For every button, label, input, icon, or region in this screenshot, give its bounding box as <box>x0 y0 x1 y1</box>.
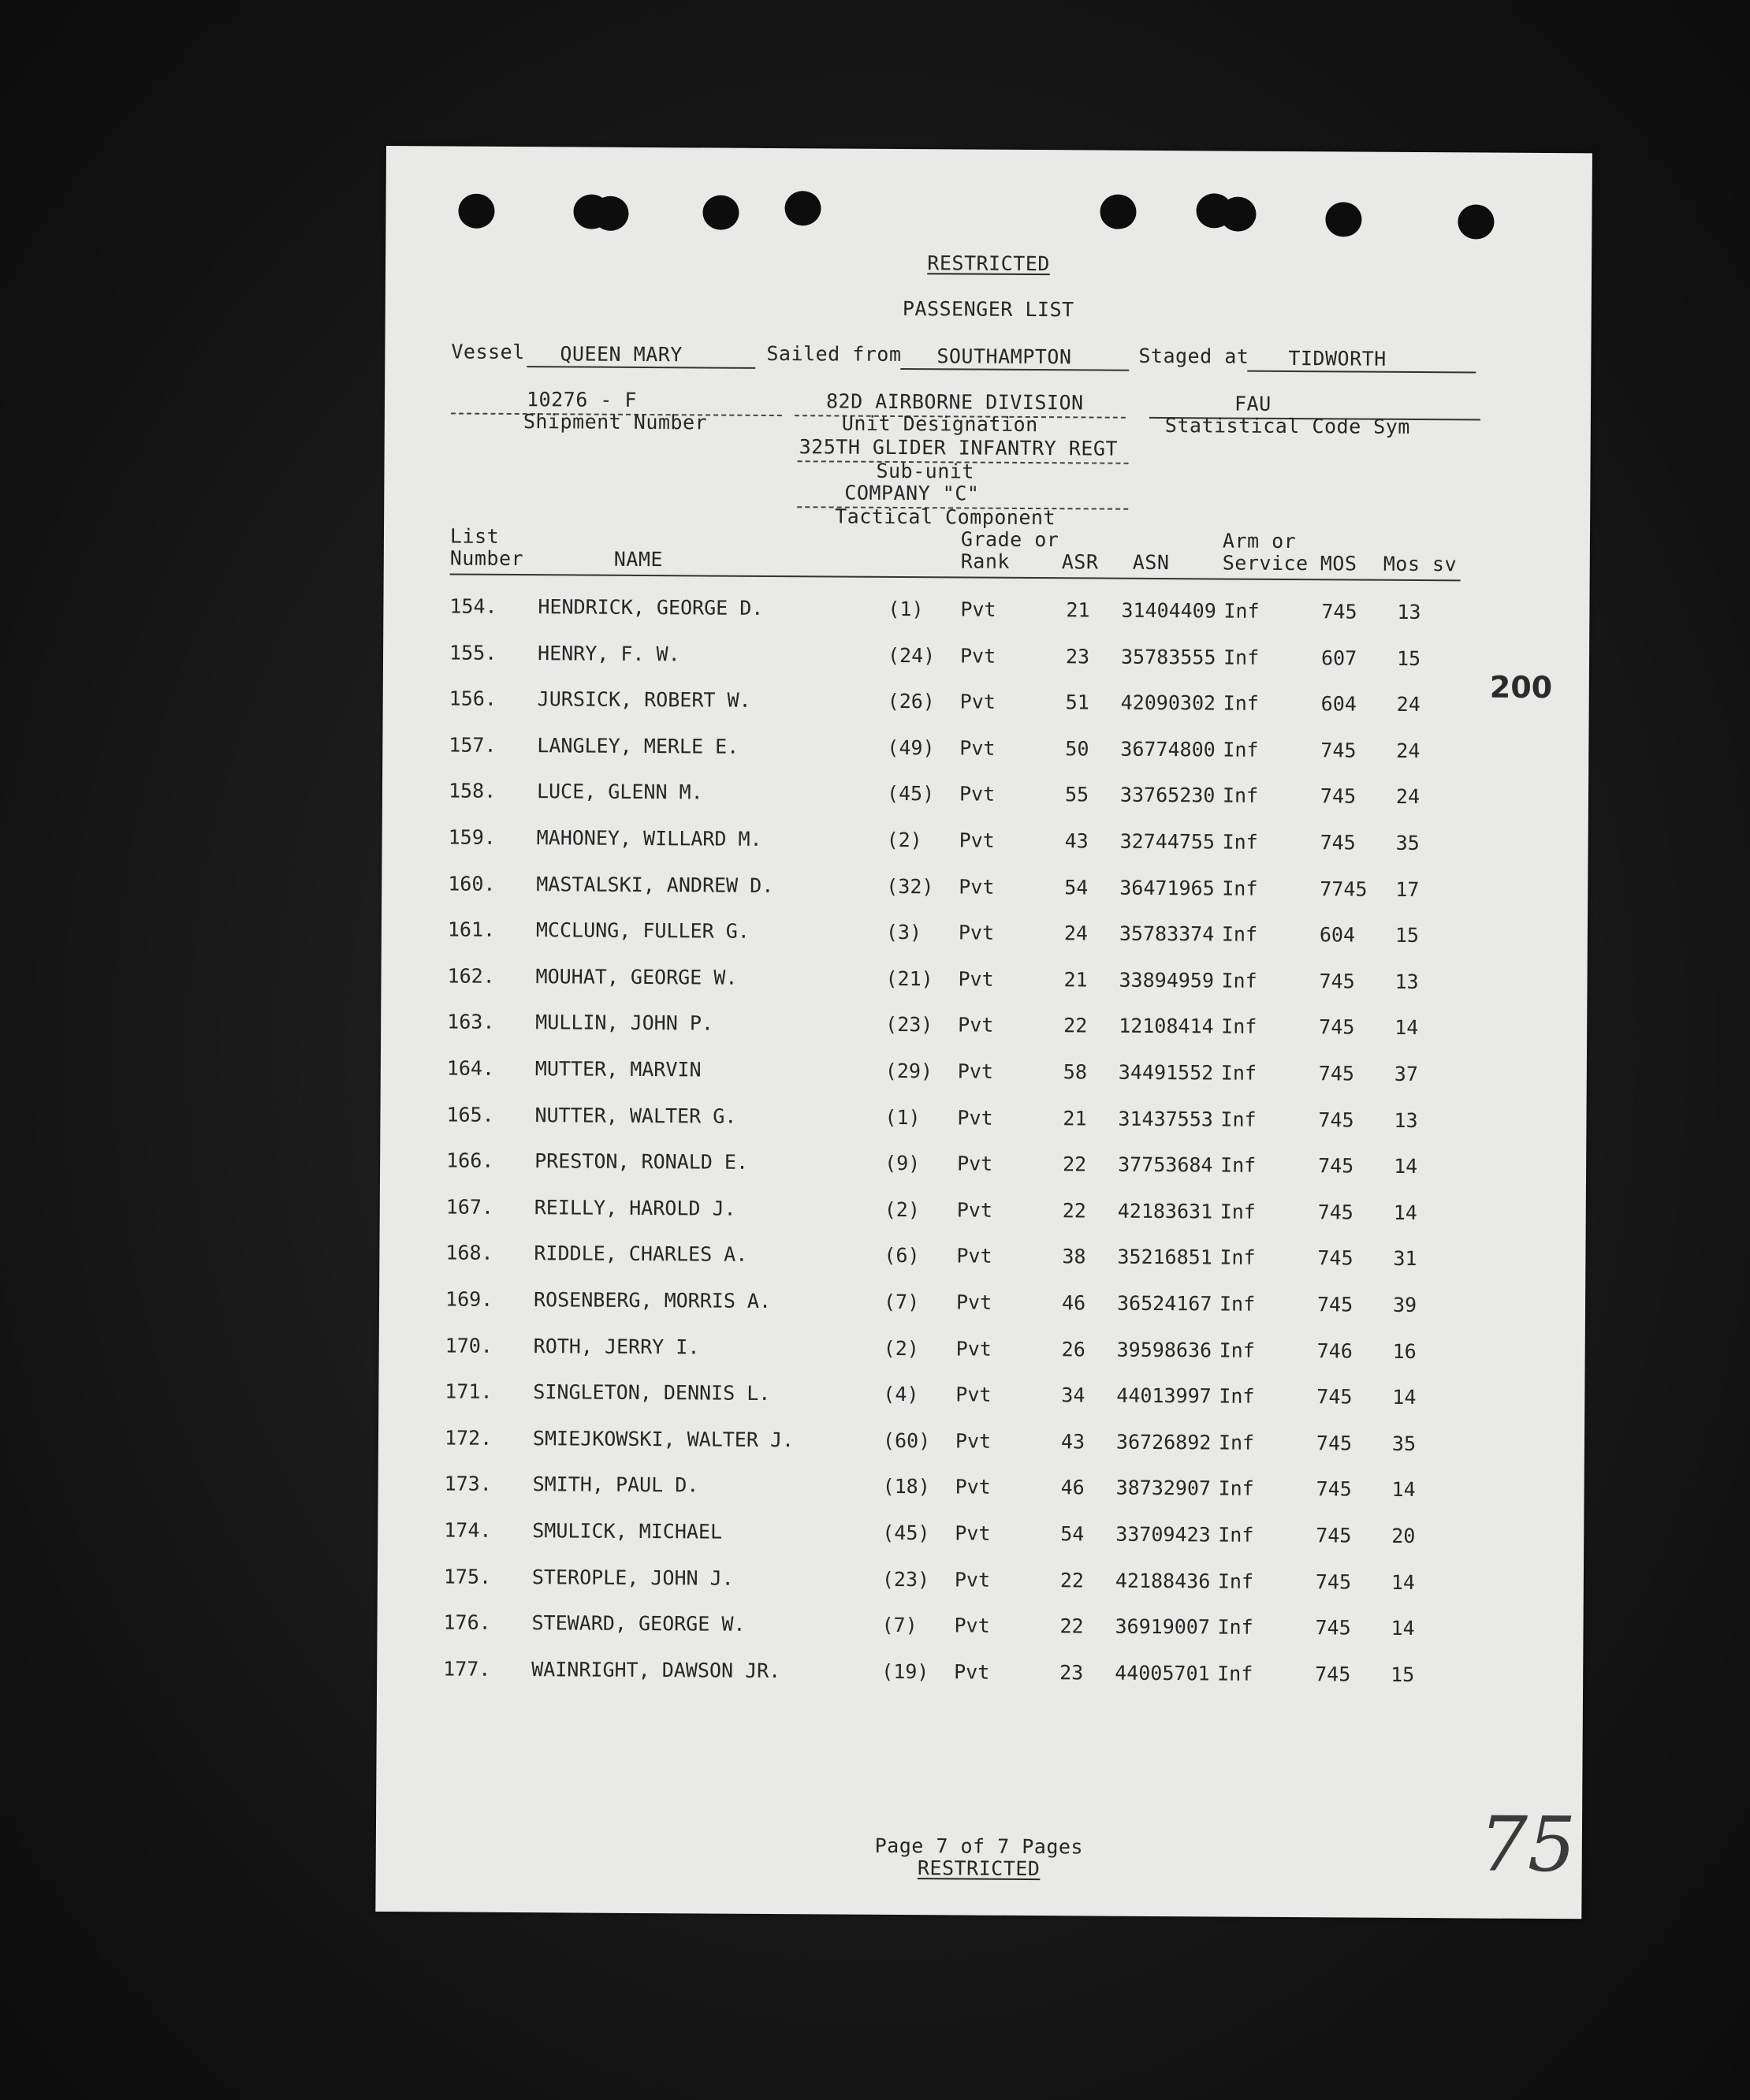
code-number: (2) <box>884 1197 921 1221</box>
arm-service: Inf <box>1221 969 1257 992</box>
arm-service: Inf <box>1218 1431 1255 1454</box>
mos-value: 745 <box>1320 831 1356 855</box>
asn-value: 36471965 <box>1119 876 1215 900</box>
col-asr: ASR <box>1061 550 1099 574</box>
mos-value: 745 <box>1318 1154 1354 1178</box>
mos-sv-value: 17 <box>1395 877 1420 901</box>
asr-value: 21 <box>1063 968 1088 992</box>
asn-value: 35783374 <box>1119 922 1215 946</box>
mos-sv-value: 31 <box>1393 1247 1417 1271</box>
passenger-name: ROSENBERG, MORRIS A. <box>533 1288 772 1313</box>
grade-rank: Pvt <box>955 1290 992 1314</box>
asn-value: 35216851 <box>1117 1245 1212 1269</box>
arm-service: Inf <box>1221 1015 1257 1039</box>
code-number: (4) <box>883 1383 919 1406</box>
unit-designation: 82D AIRBORNE DIVISION <box>825 389 1084 415</box>
list-number: 171. <box>445 1380 493 1404</box>
mos-sv-value: 14 <box>1391 1478 1416 1502</box>
asr-value: 34 <box>1061 1383 1085 1407</box>
tactical-component: COMPANY "C" <box>844 481 980 505</box>
grade-rank: Pvt <box>958 921 995 944</box>
mos-sv-value: 24 <box>1396 739 1420 762</box>
mos-value: 745 <box>1315 1616 1351 1640</box>
asn-value: 42090302 <box>1120 691 1216 715</box>
vessel-value: QUEEN MARY <box>560 342 683 367</box>
mos-sv-value: 39 <box>1392 1293 1417 1317</box>
passenger-name: LUCE, GLENN M. <box>536 780 703 804</box>
asn-value: 36774800 <box>1120 737 1216 761</box>
passenger-name: STEWARD, GEORGE W. <box>531 1611 746 1636</box>
table-row <box>380 1193 1484 1228</box>
asr-value: 26 <box>1061 1337 1085 1361</box>
col-arm-2: Service <box>1222 551 1309 575</box>
asr-value: 43 <box>1064 829 1089 853</box>
shipment-number-label: Shipment Number <box>523 410 708 434</box>
mos-value: 745 <box>1318 1108 1354 1132</box>
shipment-number: 10276 - F <box>526 388 638 411</box>
mos-sv-value: 14 <box>1394 1155 1418 1178</box>
table-row <box>378 1424 1482 1459</box>
asr-value: 43 <box>1060 1430 1085 1454</box>
asn-value: 44005701 <box>1115 1661 1210 1685</box>
arm-service: Inf <box>1220 1108 1257 1131</box>
grade-rank: Pvt <box>959 736 996 760</box>
grade-rank: Pvt <box>959 690 996 713</box>
mos-sv-value: 15 <box>1394 924 1420 948</box>
list-number: 155. <box>449 641 497 665</box>
grade-rank: Pvt <box>958 1013 994 1037</box>
sub-unit-label: Sub-unit <box>876 459 975 483</box>
passenger-name: HENDRICK, GEORGE D. <box>538 595 764 620</box>
table-row <box>378 1516 1481 1551</box>
mos-sv-value: 13 <box>1394 970 1419 993</box>
asr-value: 23 <box>1065 644 1090 668</box>
asr-value: 22 <box>1059 1568 1085 1592</box>
code-number: (3) <box>885 921 922 944</box>
table-row <box>382 915 1485 951</box>
grade-rank: Pvt <box>954 1568 991 1592</box>
passenger-name: LANGLEY, MERLE E. <box>537 733 739 758</box>
code-number: (23) <box>885 1013 933 1037</box>
passenger-name: MULLIN, JOHN P. <box>535 1011 714 1035</box>
list-number: 176. <box>443 1610 491 1635</box>
asr-value: 55 <box>1064 783 1089 806</box>
table-row <box>379 1238 1483 1274</box>
code-number: (2) <box>886 828 922 852</box>
arm-service: Inf <box>1217 1662 1253 1685</box>
list-number: 166. <box>446 1149 494 1173</box>
code-number: (60) <box>882 1428 931 1453</box>
passenger-name: JURSICK, ROBERT W. <box>537 687 751 713</box>
table-row <box>379 1331 1483 1367</box>
margin-page-number: 200 <box>1489 669 1553 706</box>
asr-value: 21 <box>1066 598 1090 622</box>
asr-value: 46 <box>1061 1291 1086 1315</box>
code-number: (1) <box>888 597 924 621</box>
grade-rank: Pvt <box>959 875 995 899</box>
mos-value: 604 <box>1320 692 1357 716</box>
staged-at-label: Staged at <box>1138 344 1249 368</box>
arm-service: Inf <box>1222 877 1258 900</box>
asn-value: 32744755 <box>1119 829 1216 854</box>
mos-value: 745 <box>1317 1246 1353 1270</box>
code-number: (1) <box>884 1105 921 1129</box>
mos-sv-value: 14 <box>1391 1617 1415 1640</box>
code-number: (32) <box>886 874 934 898</box>
list-number: 177. <box>443 1657 491 1681</box>
arm-service: Inf <box>1221 922 1258 946</box>
passenger-name: STEROPLE, JOHN J. <box>531 1565 734 1590</box>
asn-value: 33709423 <box>1115 1522 1211 1547</box>
statistical-code-label: Statistical Code Sym <box>1164 414 1410 438</box>
mos-sv-value: 14 <box>1392 1386 1417 1409</box>
asn-value: 37753684 <box>1118 1152 1213 1177</box>
arm-service: Inf <box>1218 1476 1254 1501</box>
code-number: (26) <box>887 690 936 713</box>
asn-value: 33894959 <box>1119 968 1215 992</box>
asr-value: 58 <box>1063 1060 1088 1084</box>
code-number: (2) <box>883 1336 919 1360</box>
mos-value: 745 <box>1315 1662 1351 1686</box>
table-row <box>377 1608 1480 1644</box>
arm-service: Inf <box>1217 1615 1253 1639</box>
list-number: 165. <box>446 1103 494 1126</box>
asr-value: 22 <box>1059 1614 1084 1638</box>
mos-value: 745 <box>1316 1385 1353 1409</box>
passenger-name: RIDDLE, CHARLES A. <box>534 1242 748 1267</box>
table-row <box>381 1007 1484 1043</box>
code-number: (45) <box>882 1521 930 1545</box>
grade-rank: Pvt <box>956 1198 993 1222</box>
table-row <box>382 731 1486 766</box>
grade-rank: Pvt <box>955 1521 991 1545</box>
asn-value: 42188436 <box>1115 1569 1211 1593</box>
table-row <box>380 1100 1484 1136</box>
grade-rank: Pvt <box>957 1106 993 1130</box>
grade-rank: Pvt <box>955 1475 991 1499</box>
mos-value: 604 <box>1319 923 1356 947</box>
mos-value: 745 <box>1317 1201 1354 1224</box>
table-row <box>382 776 1486 812</box>
grade-rank: Pvt <box>959 782 996 806</box>
arm-service: Inf <box>1217 1569 1254 1593</box>
mos-value: 745 <box>1320 784 1357 808</box>
table-row <box>381 1054 1484 1089</box>
list-number: 163. <box>447 1010 495 1034</box>
list-number: 168. <box>445 1241 493 1265</box>
passenger-name: WAINRIGHT, DAWSON JR. <box>531 1657 781 1682</box>
asn-value: 38732907 <box>1115 1476 1212 1500</box>
list-number: 174. <box>444 1518 492 1542</box>
list-number: 162. <box>447 964 495 988</box>
mos-value: 745 <box>1316 1477 1352 1501</box>
col-grade-1: Grade or <box>960 527 1059 552</box>
asr-value: 22 <box>1063 1152 1087 1176</box>
asn-value: 36919007 <box>1115 1614 1211 1639</box>
tactical-component-label: Tactical Component <box>835 505 1056 530</box>
table-row <box>380 1146 1484 1182</box>
list-number: 172. <box>444 1426 493 1450</box>
col-mos: MOS <box>1320 552 1357 575</box>
passenger-table <box>375 146 1592 1919</box>
asn-value: 44013997 <box>1116 1383 1212 1408</box>
list-number: 175. <box>443 1565 492 1588</box>
code-number: (24) <box>887 643 936 667</box>
passenger-name: NUTTER, WALTER G. <box>534 1103 737 1128</box>
col-grade-2: Rank <box>960 549 1011 573</box>
mos-value: 7745 <box>1320 877 1368 901</box>
asr-value: 22 <box>1062 1199 1086 1223</box>
code-number: (18) <box>882 1475 930 1499</box>
passenger-name: MASTALSKI, ANDREW D. <box>536 872 774 897</box>
code-number: (7) <box>881 1614 918 1637</box>
code-number: (29) <box>884 1059 933 1083</box>
grade-rank: Pvt <box>959 828 995 852</box>
code-number: (6) <box>884 1244 920 1268</box>
asn-value: 34491552 <box>1118 1060 1214 1085</box>
asn-value: 12108414 <box>1119 1015 1214 1038</box>
unit-designation-label: Unit Designation <box>841 411 1038 437</box>
mos-value: 607 <box>1320 646 1357 670</box>
arm-service: Inf <box>1222 830 1258 854</box>
arm-service: Inf <box>1219 1200 1257 1223</box>
mos-sv-value: 15 <box>1396 646 1421 670</box>
grade-rank: Pvt <box>957 1059 994 1083</box>
asn-value: 42183631 <box>1117 1199 1213 1223</box>
asn-value: 31437553 <box>1118 1107 1213 1131</box>
mos-sv-value: 24 <box>1396 693 1420 717</box>
col-mos-sv: Mos sv <box>1383 552 1458 576</box>
asr-value: 22 <box>1063 1014 1088 1037</box>
arm-service: Inf <box>1219 1245 1256 1270</box>
table-row <box>382 869 1485 905</box>
mos-sv-value: 24 <box>1395 785 1420 809</box>
grade-rank: Pvt <box>959 644 996 668</box>
col-list-1: List <box>449 524 500 548</box>
mos-sv-value: 15 <box>1391 1662 1415 1686</box>
grade-rank: Pvt <box>954 1614 990 1637</box>
passenger-name: ROTH, JERRY I. <box>533 1334 700 1359</box>
code-number: (19) <box>881 1659 929 1684</box>
table-row <box>378 1562 1481 1598</box>
asr-value: 50 <box>1065 737 1089 761</box>
arm-service: Inf <box>1223 691 1259 715</box>
asn-value: 31404409 <box>1121 598 1216 623</box>
passenger-name: MCCLUNG, FULLER G. <box>535 918 750 944</box>
table-row <box>383 592 1487 627</box>
asr-value: 54 <box>1064 875 1089 899</box>
mos-sv-value: 37 <box>1394 1062 1419 1086</box>
asr-value: 24 <box>1063 922 1089 945</box>
passenger-name: SMITH, PAUL D. <box>532 1473 699 1497</box>
asr-value: 46 <box>1060 1476 1085 1499</box>
asr-value: 54 <box>1060 1522 1085 1546</box>
col-arm-1: Arm or <box>1222 529 1297 553</box>
code-number: (45) <box>886 782 935 806</box>
mos-sv-value: 13 <box>1394 1108 1418 1132</box>
passenger-name: PRESTON, RONALD E. <box>534 1149 749 1175</box>
grade-rank: Pvt <box>956 1244 992 1268</box>
asn-value: 36524167 <box>1116 1291 1212 1316</box>
col-name: NAME <box>613 547 664 572</box>
grade-rank: Pvt <box>954 1660 990 1684</box>
mos-value: 746 <box>1316 1339 1353 1363</box>
arm-service: Inf <box>1219 1292 1256 1316</box>
table-row <box>383 684 1487 720</box>
arm-service: Inf <box>1223 646 1260 669</box>
handwritten-number: 75 <box>1479 1800 1577 1890</box>
list-number: 173. <box>444 1472 492 1496</box>
passenger-name: SMULICK, MICHAEL <box>532 1519 723 1543</box>
table-row <box>378 1469 1482 1505</box>
mos-sv-value: 13 <box>1397 600 1421 624</box>
mos-value: 745 <box>1315 1569 1352 1594</box>
statistical-code: FAU <box>1234 392 1272 415</box>
sailed-from-value: SOUTHAMPTON <box>936 344 1072 369</box>
code-number: (9) <box>884 1152 921 1175</box>
col-asn: ASN <box>1132 550 1170 575</box>
list-number: 161. <box>447 918 496 942</box>
table-row <box>382 823 1486 858</box>
asr-value: 51 <box>1065 691 1089 714</box>
list-number: 170. <box>445 1334 493 1357</box>
classification-header: RESTRICTED <box>927 251 1050 276</box>
arm-service: Inf <box>1223 738 1259 761</box>
passenger-name: REILLY, HAROLD J. <box>534 1195 736 1220</box>
mos-sv-value: 35 <box>1395 831 1420 855</box>
arm-service: Inf <box>1220 1061 1257 1085</box>
arm-service: Inf <box>1218 1523 1254 1547</box>
table-row <box>381 962 1484 997</box>
mos-value: 745 <box>1319 970 1355 993</box>
page-footer: Page 7 of 7 Pages <box>874 1834 1084 1859</box>
mos-sv-value: 14 <box>1394 1016 1419 1040</box>
sailed-from-label: Sailed from <box>766 341 902 366</box>
table-row <box>383 639 1487 674</box>
passenger-name: MAHONEY, WILLARD M. <box>536 826 762 851</box>
asr-value: 21 <box>1063 1106 1087 1130</box>
list-number: 156. <box>449 687 497 711</box>
mos-sv-value: 16 <box>1392 1339 1417 1363</box>
mos-value: 745 <box>1316 1432 1353 1455</box>
grade-rank: Pvt <box>955 1429 992 1453</box>
asn-value: 33765230 <box>1119 784 1216 807</box>
asn-value: 36726892 <box>1115 1430 1212 1454</box>
arm-service: Inf <box>1219 1339 1255 1362</box>
list-number: 169. <box>445 1287 493 1311</box>
mos-sv-value: 35 <box>1391 1432 1417 1455</box>
grade-rank: Pvt <box>957 1152 993 1175</box>
list-number: 154. <box>449 594 497 618</box>
staged-at-value: TIDWORTH <box>1288 346 1387 370</box>
grade-rank: Pvt <box>960 598 996 621</box>
asr-value: 23 <box>1059 1661 1084 1685</box>
list-number: 164. <box>446 1056 495 1080</box>
list-number: 158. <box>448 779 497 803</box>
grade-rank: Pvt <box>955 1383 992 1406</box>
mos-sv-value: 14 <box>1391 1570 1416 1594</box>
mos-value: 745 <box>1321 600 1357 624</box>
col-list-2: Number <box>449 546 524 571</box>
code-number: (21) <box>885 966 933 991</box>
passenger-name: HENRY, F. W. <box>537 641 680 665</box>
asn-value: 35783555 <box>1120 645 1216 669</box>
vessel-label: Vessel <box>451 340 525 364</box>
document-title: PASSENGER LIST <box>902 297 1074 322</box>
document-page <box>375 146 1592 1919</box>
grade-rank: Pvt <box>955 1337 992 1361</box>
mos-value: 745 <box>1316 1524 1352 1547</box>
mos-value: 745 <box>1316 1293 1353 1316</box>
code-number: (49) <box>887 735 935 760</box>
mos-sv-value: 20 <box>1391 1524 1416 1548</box>
mos-value: 745 <box>1318 1062 1355 1085</box>
asn-value: 39598636 <box>1116 1338 1212 1362</box>
table-row <box>377 1655 1480 1690</box>
list-number: 160. <box>448 872 496 895</box>
grade-rank: Pvt <box>958 967 994 991</box>
code-number: (23) <box>881 1567 930 1591</box>
arm-service: Inf <box>1219 1384 1255 1408</box>
asr-value: 38 <box>1062 1245 1086 1268</box>
mos-value: 745 <box>1319 1015 1355 1039</box>
mos-sv-value: 14 <box>1393 1201 1417 1224</box>
table-row <box>378 1377 1482 1413</box>
passenger-name: MUTTER, MARVIN <box>534 1057 702 1082</box>
arm-service: Inf <box>1222 784 1259 808</box>
list-number: 167. <box>445 1195 494 1219</box>
list-number: 157. <box>449 733 497 757</box>
passenger-name: SINGLETON, DENNIS L. <box>533 1380 771 1406</box>
code-number: (7) <box>883 1290 920 1314</box>
sub-unit: 325TH GLIDER INFANTRY REGT <box>799 435 1119 460</box>
classification-footer: RESTRICTED <box>917 1856 1041 1881</box>
arm-service: Inf <box>1220 1153 1257 1177</box>
passenger-name: MOUHAT, GEORGE W. <box>535 964 738 989</box>
mos-value: 745 <box>1320 739 1357 762</box>
table-row <box>379 1285 1483 1320</box>
arm-service: Inf <box>1223 599 1260 623</box>
passenger-name: SMIEJKOWSKI, WALTER J. <box>532 1426 795 1451</box>
list-number: 159. <box>448 825 496 849</box>
